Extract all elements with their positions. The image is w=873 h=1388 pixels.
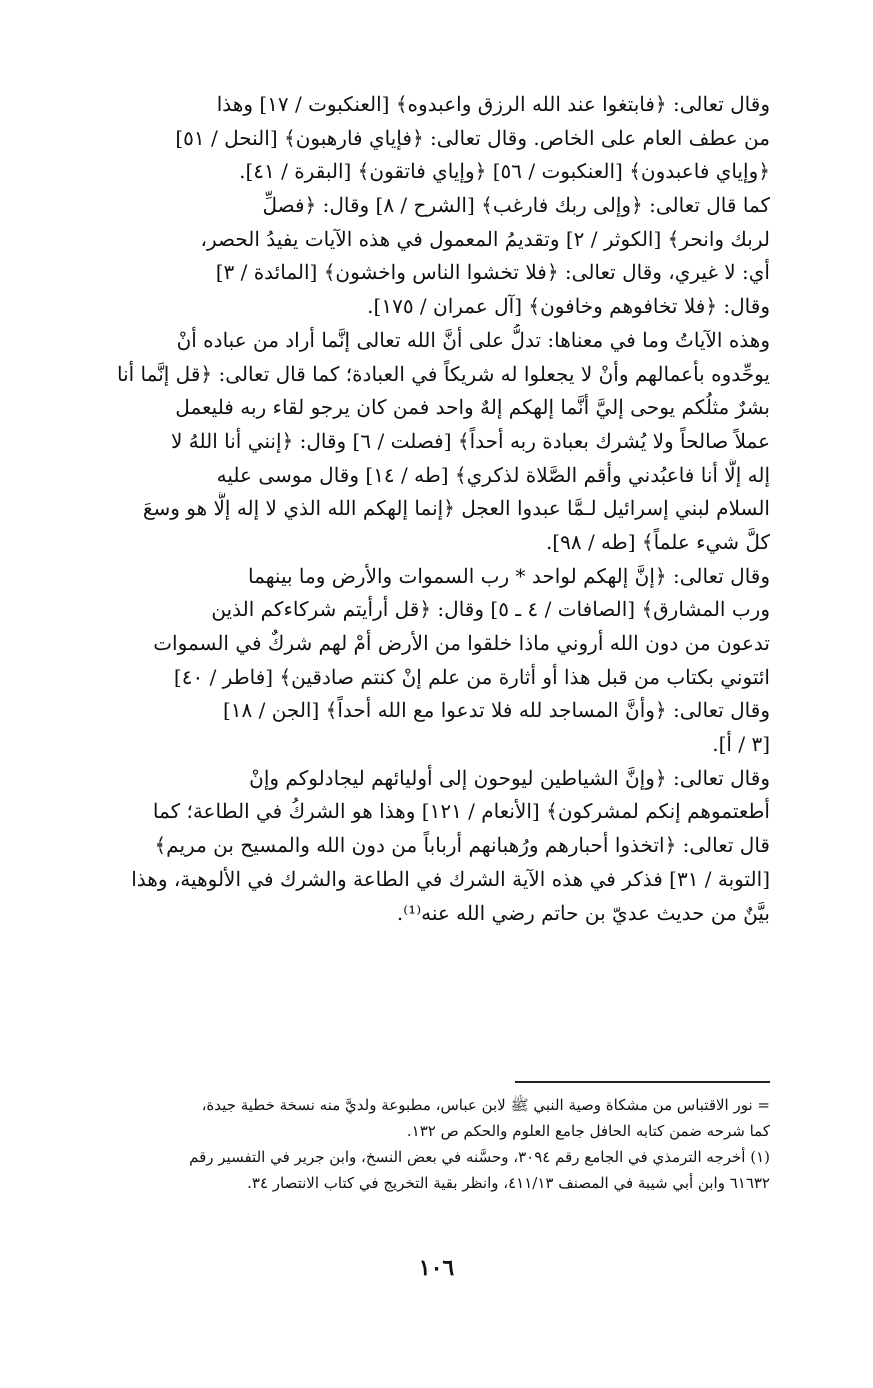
text-line: السلام لبني إسرائيل لـمَّا عبدوا العجل ﴿إنما إلهكم الله الذي لا إله إلَّا هو وسعَ	[142, 496, 770, 521]
footnote-line: = نور الاقتباس من مشكاة وصية النبي ﷺ لابن عباس، مطبوعة ولديَّ منه نسخة خطية جيدة،	[201, 1096, 770, 1114]
text-line: بيَّنٌ من حديث عديّ بن حاتم رضي الله عنه⁽¹⁾.	[396, 900, 770, 925]
footnote-line: كما شرحه ضمن كتابه الحافل جامع العلوم والحكم ص ١٣٢.	[406, 1122, 770, 1140]
text-line: أطعتموهم إنكم لمشركون﴾ [الأنعام / ١٢١] وهذا هو الشركُ في الطاعة؛ كما	[152, 799, 770, 824]
page-number: ١٠٦	[418, 1255, 455, 1281]
text-line: [التوبة / ٣١] فذكر في هذه الآية الشرك في الطاعة والشرك في الألوهية، وهذا	[131, 866, 770, 891]
text-line: وقال تعالى: ﴿فابتغوا عند الله الرزق واعبدوه﴾ [العنكبوت / ١٧] وهذا	[216, 92, 770, 116]
text-line: وقال تعالى: ﴿وإنَّ الشياطين ليوحون إلى أوليائهم ليجادلوكم وإنْ	[249, 765, 770, 790]
text-line: ﴿وإياي فاعبدون﴾ [العنكبوت / ٥٦] ﴿وإياي فاتقون﴾ [البقرة / ٤١].	[239, 159, 770, 184]
text-line: تدعون من دون الله أروني ماذا خلقوا من الأرض أمْ لهم شركٌ في السموات	[153, 631, 770, 655]
text-line: يوحِّدوه بأعمالهم وأنْ لا يجعلوا له شريكاً في العبادة؛ كما قال تعالى: ﴿قل إنَّما أنا	[116, 361, 770, 386]
text-line: بشرٌ مثلُكم يوحى إليَّ أنَّما إلهكم إلهٌ واحد فمن كان يرجو لقاء ربه فليعمل	[175, 395, 770, 420]
text-line: وقال تعالى: ﴿وأنَّ المساجد لله فلا تدعوا مع الله أحداً﴾ [الجن / ١٨]	[222, 698, 770, 723]
text-line: كلَّ شيء علماً﴾ [طه / ٩٨].	[545, 529, 770, 554]
footnote-line: (١) أخرجه الترمذي في الجامع رقم ٣٠٩٤، وحسَّنه في بعض النسخ، وابن جرير في التفسير رقم	[189, 1148, 770, 1166]
footnote-separator	[515, 1081, 770, 1083]
text-line: ائتوني بكتاب من قبل هذا أو أثارة من علم إنْ كنتم صادقين﴾ [فاطر / ٤٠]	[173, 664, 770, 689]
text-line: أي: لا غيري، وقال تعالى: ﴿فلا تخشوا الناس واخشون﴾ [المائدة / ٣]	[215, 260, 770, 285]
text-line: [٣ / أ].	[712, 732, 770, 757]
footnotes-block	[70, 1092, 770, 1196]
text-line: لربك وانحر﴾ [الكوثر / ٢] وتقديمُ المعمول في هذه الآيات يفيدُ الحصر،	[200, 226, 770, 251]
text-line: وقال تعالى: ﴿إنَّ إلهكم لواحد * رب السموات والأرض وما بينهما	[248, 563, 770, 588]
text-line: وقال: ﴿فلا تخافوهم وخافون﴾ [آل عمران / ١٧٥].	[367, 294, 770, 319]
text-line: وهذه الآياتُ وما في معناها: تدلُّ على أنَّ الله تعالى إنَّما أراد من عباده أنْ	[176, 327, 770, 352]
text-line: إله إلَّا أنا فاعبُدني وأقم الصَّلاة لذكري﴾ [طه / ١٤] وقال موسى عليه	[216, 462, 770, 487]
text-line: قال تعالى: ﴿اتخذوا أحبارهم ورُهبانهم أرباباً من دون الله والمسيح بن مريم﴾	[154, 833, 770, 858]
main-text-block	[70, 88, 770, 930]
text-line: من عطف العام على الخاص. وقال تعالى: ﴿فإياي فارهبون﴾ [النحل / ٥١]	[175, 125, 770, 150]
text-line: كما قال تعالى: ﴿وإلى ربك فارغب﴾ [الشرح / ٨] وقال: ﴿فصلِّ	[262, 193, 770, 218]
footnote-line: ٦١٦٣٢ وابن أبي شيبة في المصنف ٤١١/١٣، وانظر بقية التخريج في كتاب الانتصار ٣٤.	[247, 1174, 770, 1192]
text-line: ورب المشارق﴾ [الصافات / ٤ ـ ٥] وقال: ﴿قل أرأيتم شركاءكم الذين	[211, 597, 770, 622]
text-line: عملاً صالحاً ولا يُشرك بعبادة ربه أحداً﴾ [فصلت / ٦] وقال: ﴿إنني أنا اللهُ لا	[171, 428, 770, 453]
